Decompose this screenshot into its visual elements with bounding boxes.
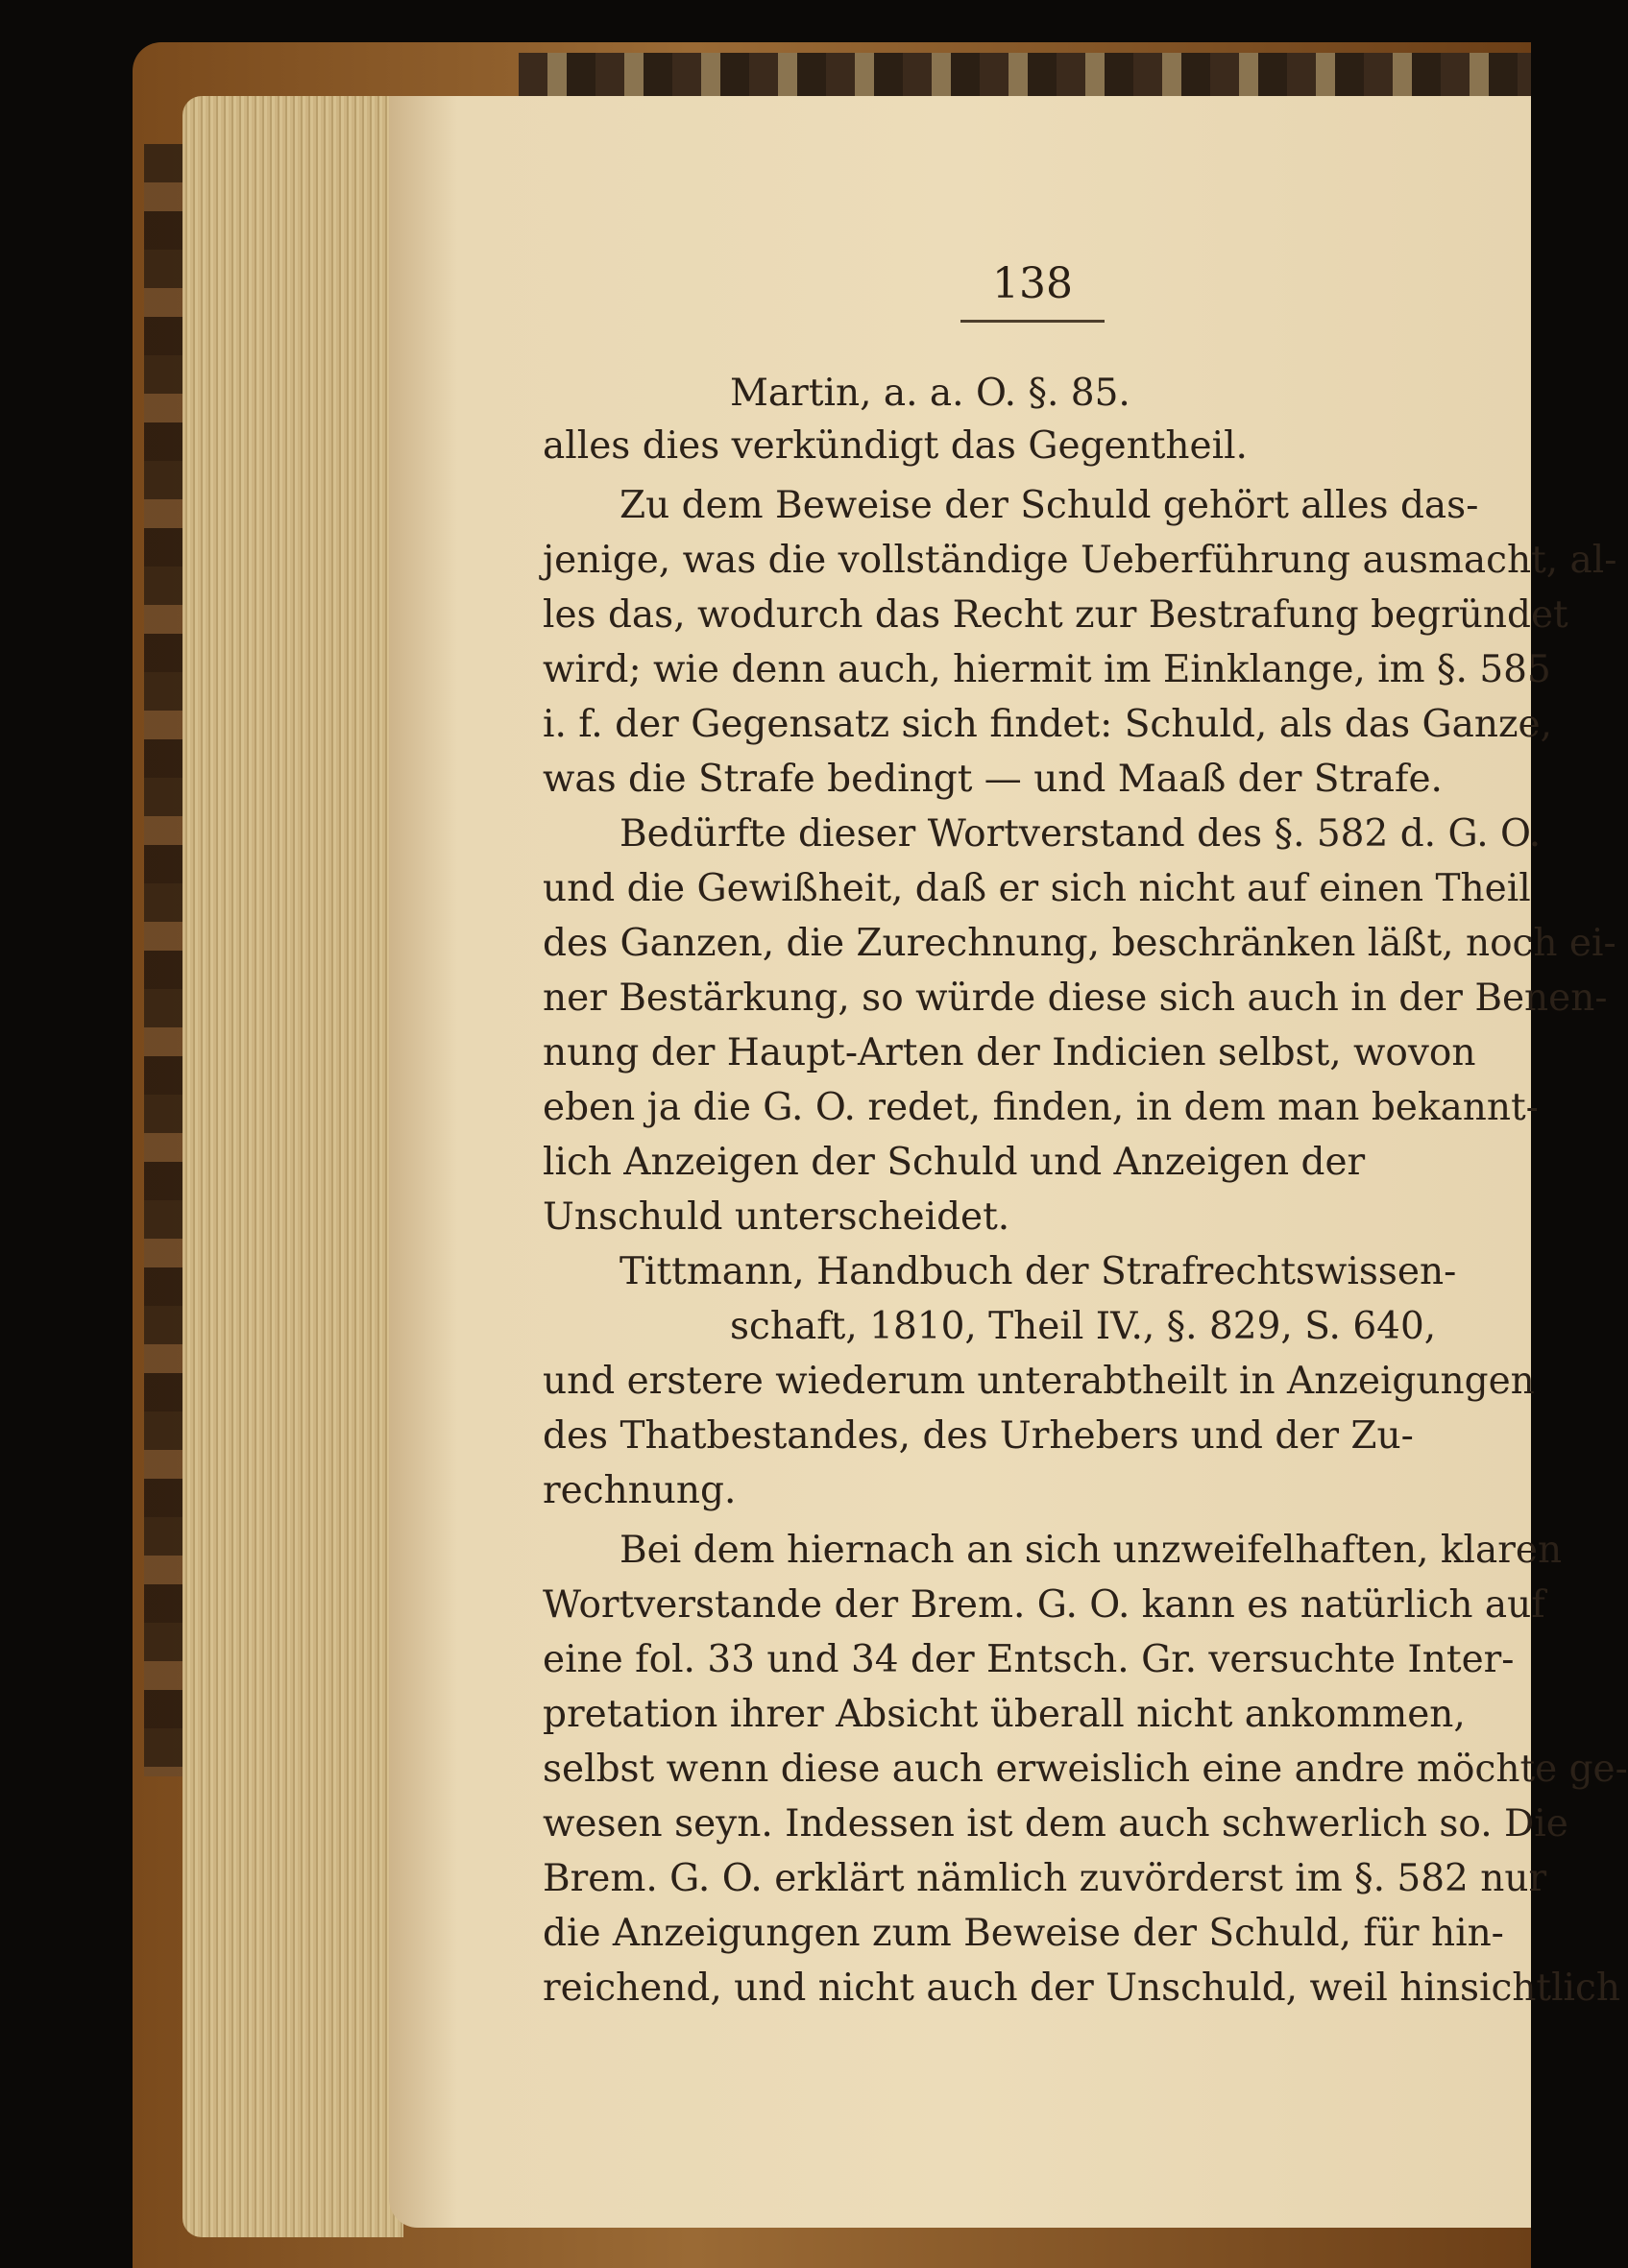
cover-marbling xyxy=(144,144,184,1776)
text-line: Bedürfte dieser Wortverstand des §. 582 d. G. O. xyxy=(620,812,1542,856)
text-line: reichend, und nicht auch der Unschuld, weil hinsichtlich xyxy=(543,1966,1620,2010)
text-line: ner Bestärkung, so würde diese sich auch in der Benen- xyxy=(543,977,1608,1020)
text-line: des Ganzen, die Zurechnung, beschränken läßt, noch ei- xyxy=(543,922,1616,965)
text-line: wesen seyn. Indessen ist dem auch schwerlich so. Die xyxy=(543,1802,1568,1846)
text-line: selbst wenn diese auch erweislich eine andre möchte ge- xyxy=(543,1748,1628,1791)
text-line: eine fol. 33 und 34 der Entsch. Gr. versuchte Inter- xyxy=(543,1638,1515,1681)
text-line: und die Gewißheit, daß er sich nicht auf einen Theil xyxy=(543,867,1531,910)
text-line: les das, wodurch das Recht zur Bestrafung begründet xyxy=(543,593,1568,637)
text-line: Martin, a. a. O. §. 85. xyxy=(730,372,1130,415)
headband xyxy=(519,53,1531,96)
text-line: was die Strafe bedingt — und Maaß der Strafe. xyxy=(543,758,1443,801)
text-line: des Thatbestandes, des Urhebers und der Zu- xyxy=(543,1414,1414,1458)
text-line: alles dies verkündigt das Gegentheil. xyxy=(543,424,1248,468)
page-block-edge xyxy=(182,96,403,2237)
text-line: nung der Haupt-Arten der Indicien selbst, wovon xyxy=(543,1031,1476,1074)
text-line: Wortverstande der Brem. G. O. kann es natürlich auf xyxy=(543,1583,1545,1627)
text-line: schaft, 1810, Theil IV., §. 829, S. 640, xyxy=(730,1305,1437,1348)
text-line: und erstere wiederum unterabtheilt in Anzeigungen xyxy=(543,1360,1535,1403)
text-line: pretation ihrer Absicht überall nicht ankommen, xyxy=(543,1693,1466,1736)
page-number-rule xyxy=(960,320,1105,323)
text-line: lich Anzeigen der Schuld und Anzeigen der xyxy=(543,1141,1366,1184)
text-line: Brem. G. O. erklärt nämlich zuvörderst im §. 582 nur xyxy=(543,1857,1547,1900)
text-line: jenige, was die vollständige Ueberführung ausmacht, al- xyxy=(543,539,1617,582)
text-line: i. f. der Gegensatz sich findet: Schuld, als das Ganze, xyxy=(543,703,1553,746)
text-line: Tittmann, Handbuch der Strafrechtswissen- xyxy=(620,1250,1457,1293)
text-line: Unschuld unterscheidet. xyxy=(543,1195,1010,1239)
text-line: rechnung. xyxy=(543,1469,737,1512)
text-line: Bei dem hiernach an sich unzweifelhaften, klaren xyxy=(620,1529,1563,1572)
page-number: 138 xyxy=(992,259,1073,308)
text-line: wird; wie denn auch, hiermit im Einklange, im §. 585 xyxy=(543,648,1551,691)
text-line: Zu dem Beweise der Schuld gehört alles das- xyxy=(620,484,1479,527)
text-line: die Anzeigungen zum Beweise der Schuld, für hin- xyxy=(543,1912,1504,1955)
text-line: eben ja die G. O. redet, finden, in dem man bekannt- xyxy=(543,1086,1539,1129)
